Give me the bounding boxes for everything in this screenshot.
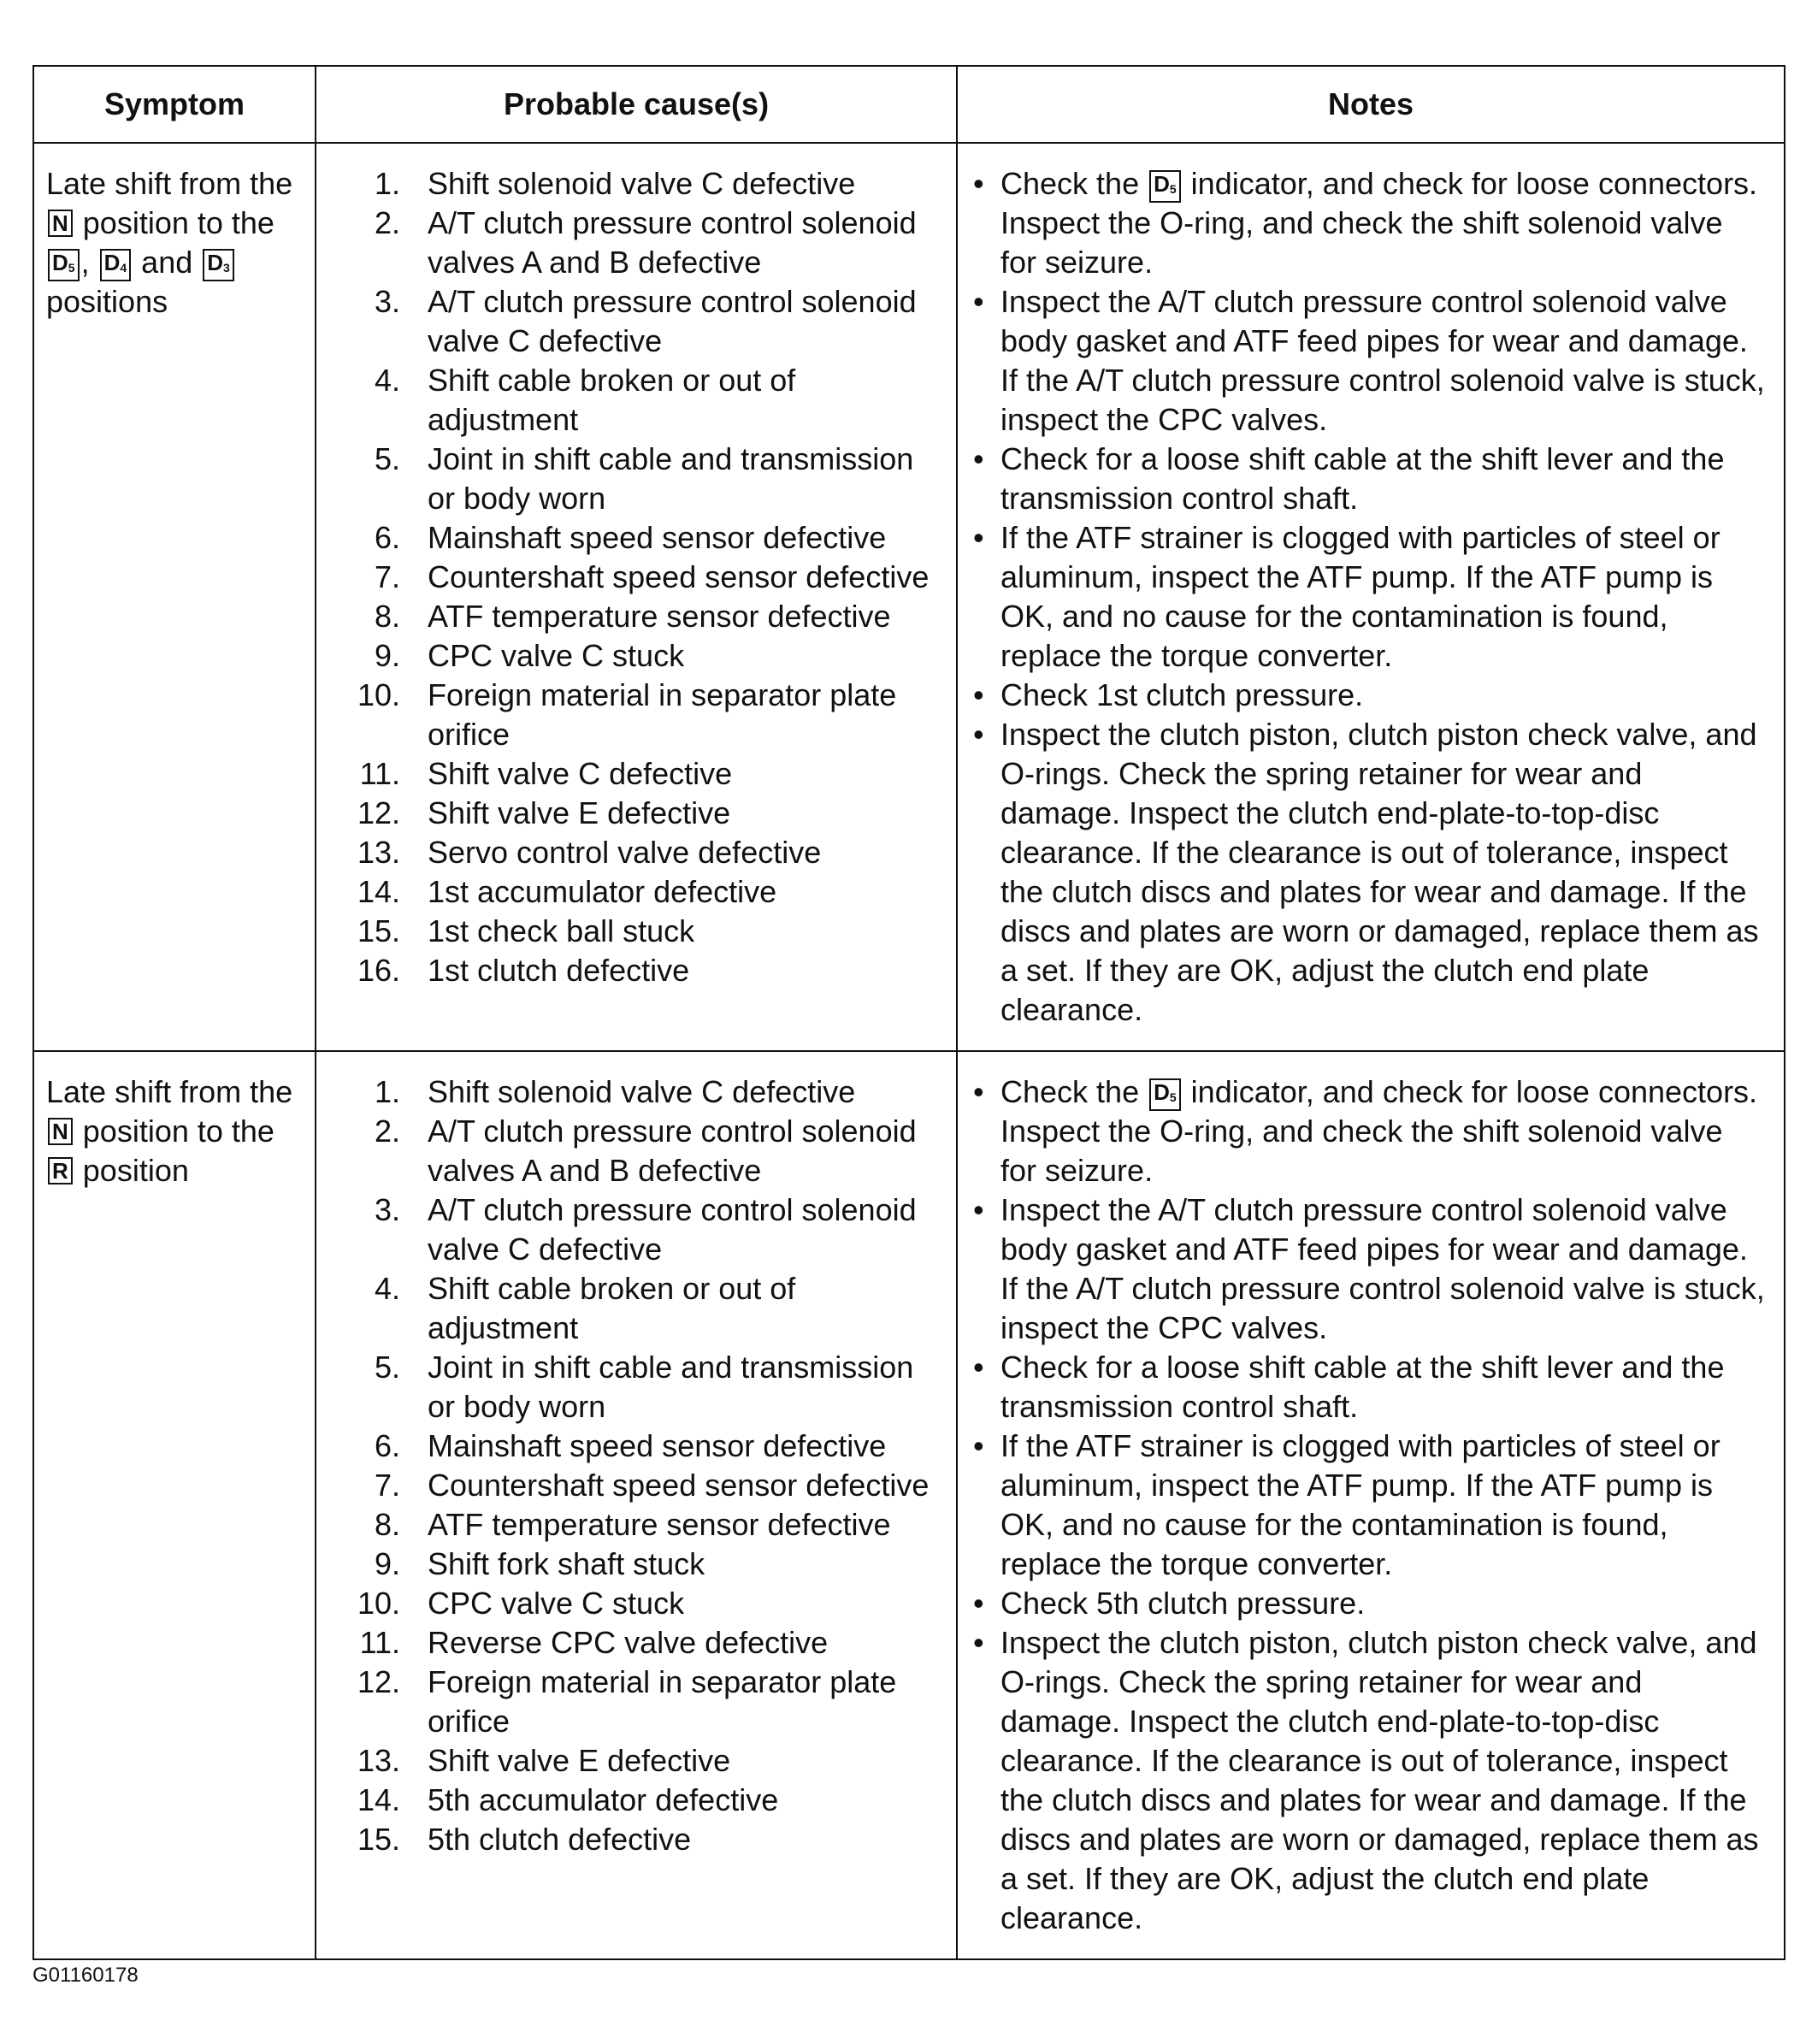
bullet-icon: • [973, 520, 984, 555]
cause-number: 12. [357, 1664, 400, 1699]
bullet-icon: • [973, 284, 984, 319]
cause-text: Mainshaft speed sensor defective [428, 1428, 887, 1463]
cause-text: Shift solenoid valve C defective [428, 1074, 856, 1109]
note-item [973, 1072, 1767, 1190]
cause-number: 9. [374, 638, 400, 673]
shift-position-box: $D_5$ [48, 249, 80, 281]
cause-item [316, 204, 947, 282]
cause-text: Shift fork shaft stuck [428, 1546, 705, 1581]
note-text: Inspect the clutch piston, clutch piston check valve, and O-rings. Check the spring retainer for wear and damage. Inspect the clutch end-plate-to-top-disc clearance. If the clearance is out of tolerance, inspect the clutch discs and plates for wear and damage. If the discs and plates are worn or damaged, replace them as a set. If they are OK, adjust the clutch end plate clearance. [1000, 1625, 1759, 1935]
note-text: Check for a loose shift cable at the shift lever and the transmission control shaft. [1000, 441, 1725, 516]
bullet-icon: • [973, 717, 984, 752]
note-text: Check 1st clutch pressure. [1000, 677, 1364, 712]
note-text: Check 5th clutch pressure. [1000, 1586, 1366, 1621]
shift-position-box: N [48, 1118, 73, 1145]
table-row [33, 1051, 1785, 1959]
cause-text: Shift cable broken or out of adjustment [428, 363, 796, 437]
cause-item [316, 1545, 947, 1584]
cause-number: 15. [357, 1822, 400, 1857]
shift-position-box: $D_5$ [1149, 170, 1181, 203]
cause-number: 2. [374, 1114, 400, 1149]
cause-item [316, 636, 947, 676]
cause-item [316, 282, 947, 361]
cause-text: Servo control valve defective [428, 835, 822, 870]
cause-number: 14. [357, 1782, 400, 1817]
note-item [973, 1190, 1767, 1348]
bullet-icon: • [973, 166, 984, 201]
header-notes: Notes [957, 66, 1785, 143]
cause-text: CPC valve C stuck [428, 1586, 685, 1621]
note-item [973, 1623, 1767, 1938]
cause-text: 1st check ball stuck [428, 913, 695, 948]
header-row [33, 66, 1785, 143]
cause-number: 5. [374, 1350, 400, 1385]
cause-item [316, 833, 947, 872]
cause-number: 10. [357, 677, 400, 712]
cause-item [316, 518, 947, 558]
cause-text: A/T clutch pressure control solenoid valve C defective [428, 1192, 917, 1267]
cause-number: 16. [357, 953, 400, 988]
notes-cell [957, 143, 1785, 1051]
bullet-icon: • [973, 1074, 984, 1109]
note-item [973, 1584, 1767, 1623]
cause-item [316, 1190, 947, 1269]
cause-item [316, 872, 947, 912]
causes-cell [316, 1051, 957, 1959]
cause-item [316, 361, 947, 440]
cause-text: Countershaft speed sensor defective [428, 559, 930, 594]
cause-item [316, 754, 947, 794]
bullet-icon: • [973, 441, 984, 476]
cause-text: Shift cable broken or out of adjustment [428, 1271, 796, 1345]
cause-text: Shift valve E defective [428, 1743, 731, 1778]
cause-number: 1. [374, 166, 400, 201]
cause-item [316, 1623, 947, 1663]
cause-item [316, 1781, 947, 1820]
cause-item [316, 1584, 947, 1623]
bullet-icon: • [973, 1428, 984, 1463]
note-item [973, 518, 1767, 676]
cause-text: 1st clutch defective [428, 953, 690, 988]
cause-text: A/T clutch pressure control solenoid valve C defective [428, 284, 917, 358]
cause-number: 3. [374, 284, 400, 319]
cause-item [316, 1269, 947, 1348]
note-text: Inspect the clutch piston, clutch piston check valve, and O-rings. Check the spring retainer for wear and damage. Inspect the clutch end-plate-to-top-disc clearance. If the clearance is out of tolerance, inspect the clutch discs and plates for wear and damage. If the discs and plates are worn or damaged, replace them as a set. If they are OK, adjust the clutch end plate clearance. [1000, 717, 1759, 1027]
cause-number: 11. [359, 1625, 400, 1660]
cause-number: 2. [374, 205, 400, 240]
cause-text: Shift valve E defective [428, 795, 731, 830]
note-list [973, 164, 1767, 1030]
cause-text: Mainshaft speed sensor defective [428, 520, 887, 555]
causes-cell [316, 143, 957, 1051]
cause-text: Shift solenoid valve C defective [428, 166, 856, 201]
cause-list [316, 164, 947, 990]
note-text: Check the $D_5$ indicator, and check for loose connectors. Inspect the O-ring, and check the shift solenoid valve for seizure. [1000, 166, 1758, 280]
cause-item [316, 1427, 947, 1466]
cause-number: 9. [374, 1546, 400, 1581]
cause-text: A/T clutch pressure control solenoid valves A and B defective [428, 1114, 917, 1188]
cause-text: 5th accumulator defective [428, 1782, 779, 1817]
cause-item [316, 164, 947, 204]
cause-number: 4. [374, 363, 400, 398]
cause-item [316, 676, 947, 754]
cause-number: 10. [357, 1586, 400, 1621]
cause-number: 14. [357, 874, 400, 909]
shift-position-box: R [48, 1157, 73, 1184]
header-symptom: Symptom [33, 66, 316, 143]
cause-item [316, 1348, 947, 1427]
cause-item [316, 794, 947, 833]
cause-number: 5. [374, 441, 400, 476]
note-list [973, 1072, 1767, 1938]
cause-number: 12. [357, 795, 400, 830]
note-text: Inspect the A/T clutch pressure control solenoid valve body gasket and ATF feed pipes for wear and damage. If the A/T clutch pressure control solenoid valve is stuck, inspect the CPC valves. [1000, 284, 1765, 437]
cause-number: 7. [374, 559, 400, 594]
cause-number: 15. [357, 913, 400, 948]
note-text: If the ATF strainer is clogged with particles of steel or aluminum, inspect the ATF pump. If the ATF pump is OK, and no cause for the contamination is found, replace the torque converter. [1000, 520, 1721, 673]
cause-text: ATF temperature sensor defective [428, 1507, 891, 1542]
cause-item [316, 1112, 947, 1190]
cause-text: Foreign material in separator plate orifice [428, 1664, 897, 1739]
cause-text: Reverse CPC valve defective [428, 1625, 829, 1660]
cause-text: Foreign material in separator plate orifice [428, 677, 897, 752]
cause-item [316, 440, 947, 518]
cause-number: 13. [357, 835, 400, 870]
note-item [973, 282, 1767, 440]
shift-position-box: $D_5$ [1149, 1078, 1181, 1111]
cause-number: 11. [359, 756, 400, 791]
note-text: Check the $D_5$ indicator, and check for loose connectors. Inspect the O-ring, and check the shift solenoid valve for seizure. [1000, 1074, 1758, 1188]
cause-item [316, 1072, 947, 1112]
shift-position-box: $D_4$ [100, 249, 132, 281]
shift-position-box: N [48, 210, 73, 237]
header-probable-causes: Probable cause(s) [316, 66, 957, 143]
cause-number: 6. [374, 1428, 400, 1463]
cause-list [316, 1072, 947, 1859]
note-item [973, 1348, 1767, 1427]
bullet-icon: • [973, 1586, 984, 1621]
cause-item [316, 912, 947, 951]
cause-number: 13. [357, 1743, 400, 1778]
cause-item [316, 597, 947, 636]
cause-number: 1. [374, 1074, 400, 1109]
note-item [973, 676, 1767, 715]
symptom-cell: Late shift from the N position to the $D_5$ , $D_4$ and $D_3$ positions [33, 143, 316, 1051]
symptom-cell: Late shift from the N position to the R position [33, 1051, 316, 1959]
cause-text: 5th clutch defective [428, 1822, 692, 1857]
note-item [973, 715, 1767, 1030]
cause-item [316, 1741, 947, 1781]
cause-text: Joint in shift cable and transmission or body worn [428, 441, 914, 516]
bullet-icon: • [973, 677, 984, 712]
note-text: Inspect the A/T clutch pressure control solenoid valve body gasket and ATF feed pipes for wear and damage. If the A/T clutch pressure control solenoid valve is stuck, inspect the CPC valves. [1000, 1192, 1765, 1345]
cause-text: Joint in shift cable and transmission or body worn [428, 1350, 914, 1424]
troubleshooting-table [32, 65, 1785, 1960]
cause-item [316, 1505, 947, 1545]
cause-text: 1st accumulator defective [428, 874, 777, 909]
cause-item [316, 558, 947, 597]
cause-text: Countershaft speed sensor defective [428, 1468, 930, 1503]
cause-item [316, 1820, 947, 1859]
notes-cell [957, 1051, 1785, 1959]
bullet-icon: • [973, 1625, 984, 1660]
cause-number: 6. [374, 520, 400, 555]
cause-text: CPC valve C stuck [428, 638, 685, 673]
cause-number: 8. [374, 1507, 400, 1542]
note-item [973, 1427, 1767, 1584]
table-row [33, 143, 1785, 1051]
note-item [973, 440, 1767, 518]
cause-item [316, 951, 947, 990]
cause-text: A/T clutch pressure control solenoid valves A and B defective [428, 205, 917, 280]
note-text: If the ATF strainer is clogged with particles of steel or aluminum, inspect the ATF pump. If the ATF pump is OK, and no cause for the contamination is found, replace the torque converter. [1000, 1428, 1721, 1581]
cause-number: 7. [374, 1468, 400, 1503]
cause-number: 4. [374, 1271, 400, 1306]
cause-text: ATF temperature sensor defective [428, 599, 891, 634]
cause-number: 8. [374, 599, 400, 634]
cause-item [316, 1466, 947, 1505]
figure-code: G01160178 [32, 1964, 139, 1987]
cause-item [316, 1663, 947, 1741]
cause-number: 3. [374, 1192, 400, 1227]
note-item [973, 164, 1767, 282]
bullet-icon: • [973, 1350, 984, 1385]
shift-position-box: $D_3$ [203, 249, 234, 281]
bullet-icon: • [973, 1192, 984, 1227]
note-text: Check for a loose shift cable at the shift lever and the transmission control shaft. [1000, 1350, 1725, 1424]
cause-text: Shift valve C defective [428, 756, 733, 791]
